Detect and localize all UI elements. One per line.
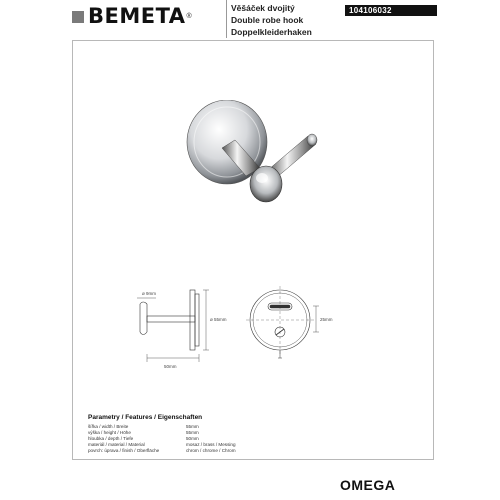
product-names [231,2,312,38]
series-name: OMEGA [340,477,396,493]
dim-large-diameter: ø 55mm [210,317,227,322]
brand-logo [72,4,192,28]
parameter-row [88,448,408,454]
technical-drawing [120,280,380,380]
dim-small-diameter: ø 9mm [142,291,156,296]
parameters-title: Parametry / Features / Eigenschaften [88,414,203,421]
parameter-label: povrch: úprava / finish / Oberfläche [88,448,160,453]
logo-square-icon [72,11,84,23]
parameter-value: mosaz / brass / Messing [186,442,236,447]
parameter-value: 55mm [186,430,199,435]
header-divider [226,0,227,38]
dim-height: 25mm [320,317,333,322]
brand-name: BEMETA [88,4,186,28]
registered-mark: ® [186,12,192,20]
product-code: 104106032 [345,5,437,16]
front-view [246,286,319,358]
parameter-label: materiál / material / Material [88,442,145,447]
parameter-label: hloubka / depth / Tiefe [88,436,134,441]
parameter-value: 50mm [186,436,199,441]
product-name-de: Doppelkleiderhaken [231,27,312,37]
parameter-label: výška / height / Höhe [88,430,131,435]
parameter-label: šířka / width / Breite [88,424,129,429]
product-photo [180,100,320,220]
product-name-en: Double robe hook [231,15,304,25]
parameter-value: 55mm [186,424,199,429]
product-name-cz: Věšáček dvojitý [231,3,295,13]
side-view [137,290,209,362]
dim-width: 50mm [164,364,177,369]
parameter-value: chrom / chrome / Chrom [186,448,236,453]
parameters-section [88,414,408,454]
